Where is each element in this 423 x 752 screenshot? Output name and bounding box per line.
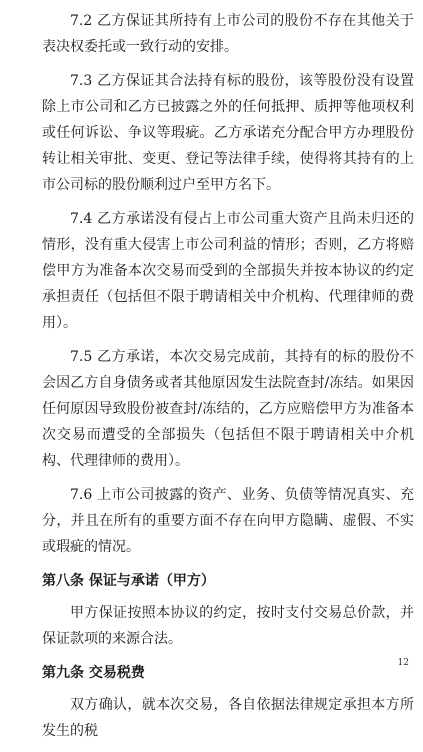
article-8-body: 甲方保证按照本协议的约定，按时支付交易总价款，并保证款项的来源合法。 [42,605,414,647]
clause-7-2: 7.2 乙方保证其所持有上市公司的股份不存在其他关于表决权委托或一致行动的安排。 [42,13,414,55]
article-9-heading: 第九条 交易税费 [42,665,145,681]
clause-7-6: 7.6 上市公司披露的资产、业务、负债等情况真实、充分，并且在所有的重要方面不存在向甲方隐瞒、虚假、不实或瑕疵的情况。 [42,487,414,555]
article-9-body: 双方确认，就本次交易，各自依据法律规定承担本方所发生的税 [42,697,414,739]
article-8-heading: 第八条 保证与承诺（甲方） [42,573,215,589]
clause-7-3: 7.3 乙方保证其合法持有标的股份，该等股份没有设置除上市公司和乙方已披露之外的任何抵押、质押等他项权利或任何诉讼、争议等瑕疵。乙方承诺充分配合甲方办理股份转让相关审批、变更、登记等法律手续，使得将其持有的上市公司标的股份顺利过户至甲方名下。 [42,73,414,193]
document-body [42,8,414,752]
clause-7-4: 7.4 乙方承诺没有侵占上市公司重大资产且尚未归还的情形，没有重大侵害上市公司利益的情形；否则，乙方将赔偿甲方为准备本次交易而受到的全部损失并按本协议的约定承担责任（包括但不限于聘请相关中介机构、代理律师的费用）。 [42,211,414,331]
page-number: 12 [397,658,409,668]
clause-7-5: 7.5 乙方承诺，本次交易完成前，其持有的标的股份不会因乙方自身债务或者其他原因发生法院查封/冻结。如果因任何原因导致股份被查封/冻结的，乙方应赔偿甲方为准备本次交易而遭受的全部损失（包括但不限于聘请相关中介机构、代理律师的费用）。 [42,349,414,469]
